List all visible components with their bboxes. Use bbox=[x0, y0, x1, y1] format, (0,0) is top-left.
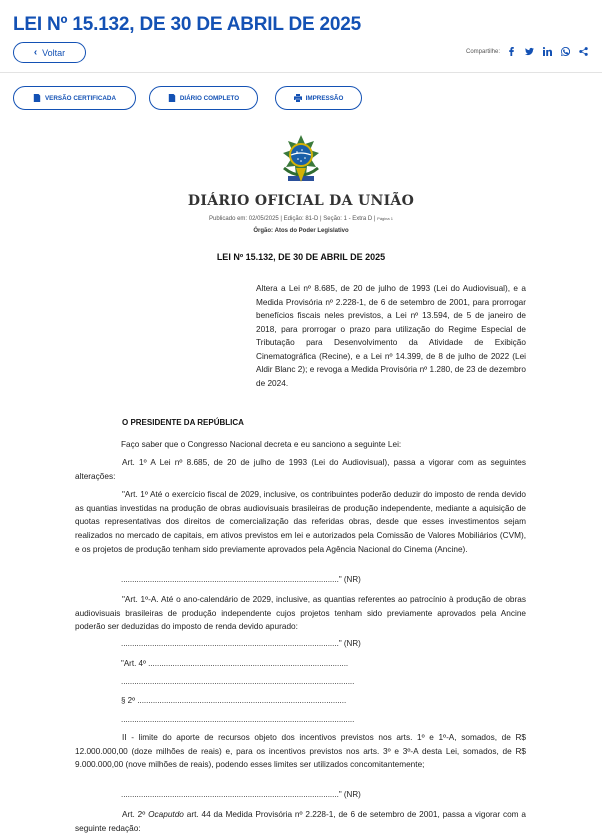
back-label: Voltar bbox=[42, 47, 66, 58]
dots-line-b: ......................................................................................................... bbox=[121, 715, 355, 724]
article-1-text: "Art. 1º Até o exercício fiscal de 2029, inclusive, os contribuintes poderão deduzir do imposto de renda devido as quantias investidas na produção de obras audiovisuais brasileiras de produção independente, mediante a aquisição de quotas representativas dos direitos de comercialização das referidas obras, desde que esses investimentos sejam realizados no mercado de capitais, em ativos previstos em lei e autorizados pela Comissão de Valores Mobiliários (CVM), e os projetos de produção tenham sido previamente aprovados pela Agência Nacional do Cinema (Ancine). bbox=[75, 490, 526, 554]
versao-certificada-label: VERSÃO CERTIFICADA bbox=[44, 94, 117, 102]
article-4-line: "Art. 4º .......................................................................................... bbox=[121, 659, 349, 668]
whatsapp-icon[interactable] bbox=[561, 47, 570, 56]
certificate-icon bbox=[33, 94, 41, 102]
printer-icon bbox=[294, 94, 302, 102]
share-bar bbox=[466, 47, 588, 56]
share-icon[interactable] bbox=[579, 47, 588, 56]
newspaper-icon bbox=[168, 94, 176, 102]
orgao-label: Órgão: bbox=[253, 228, 273, 234]
brasao-emblem bbox=[276, 134, 326, 186]
president-heading: O PRESIDENTE DA REPÚBLICA bbox=[122, 418, 244, 427]
orgao-value: Atos do Poder Legislativo bbox=[274, 228, 349, 234]
share-label: Compartilhe: bbox=[465, 48, 500, 55]
impressao-label: IMPRESSÃO bbox=[305, 94, 344, 102]
nr-line-1: .................................................................................................." (NR) bbox=[121, 575, 361, 584]
article-2-caput: Ocaputdo bbox=[148, 810, 184, 819]
versao-certificada-button[interactable] bbox=[13, 86, 136, 110]
nr-line-2: .................................................................................................." (NR) bbox=[121, 639, 361, 648]
article-2 bbox=[75, 808, 526, 835]
law-heading: LEI Nº 15.132, DE 30 DE ABRIL DE 2025 bbox=[216, 252, 386, 262]
law-ementa: Altera a Lei nº 8.685, de 20 de julho de 1993 (Lei do Audiovisual), e a Medida Provisória nº 2.228-1, de 6 de setembro de 2001, para prorrogar benefícios fiscais neles previstos, a Lei nº 13.594, de 5 de janeiro de 2018, para prorrogar o prazo para utilização do Regime Especial de Tributação para Desenvolvimento da Atividade de Exibição Cinematográfica (Recine), e a Lei nº 14.399, de 8 de julho de 2022 (Lei Aldir Blanc 2); e revoga a Medida Provisória nº 1.280, de 23 de dezembro de 2024. bbox=[256, 284, 526, 388]
nr-line-3: .................................................................................................." (NR) bbox=[121, 790, 361, 799]
linkedin-icon[interactable] bbox=[543, 47, 552, 56]
twitter-icon[interactable] bbox=[525, 47, 534, 56]
law-intro: Faço saber que o Congresso Nacional decreta e eu sanciono a seguinte Lei: bbox=[121, 440, 402, 449]
dou-header: DIÁRIO OFICIAL DA UNIÃO bbox=[187, 193, 415, 209]
impressao-button[interactable] bbox=[275, 86, 362, 110]
publication-details: Publicado em: 02/05/2025 | Edição: 81-D | Seção: 1 - Extra D | bbox=[209, 216, 376, 222]
orgao bbox=[0, 228, 602, 234]
publication-info bbox=[0, 216, 602, 222]
page-title: LEI Nº 15.132, DE 30 DE ABRIL DE 2025 bbox=[13, 14, 362, 35]
article-2-rest: art. 44 da Medida Provisória nº 2.228-1, de 6 de setembro de 2001, passa a vigorar com a seguinte redação: bbox=[75, 810, 526, 833]
chevron-left-icon: ‹ bbox=[33, 47, 38, 58]
diario-completo-button[interactable] bbox=[149, 86, 258, 110]
article-1: Art. 1º A Lei nº 8.685, de 20 de julho de 1993 (Lei do Audiovisual), passa a vigorar com as seguintes alterações: bbox=[75, 458, 526, 481]
article-2-prefix: Art. 2º bbox=[122, 810, 149, 819]
header-divider bbox=[0, 72, 602, 73]
publication-page: Página 1 bbox=[377, 216, 393, 221]
item-ii: II - limite do aporte de recursos objeto dos incentivos previstos nos arts. 1º e 1º-A, somados, de R$ 12.000.000,00 (doze milhões de reais) e, para os incentivos previstos nos arts. 3º e 3º-A desta Lei, somados, de R$ 9.000.000,00 (nove milhões de reais), podendo esses limites ser utilizados concomitantemente; bbox=[75, 733, 526, 770]
facebook-icon[interactable] bbox=[507, 47, 516, 56]
article-1a-text: "Art. 1º-A. Até o ano-calendário de 2029, inclusive, as quantias referentes ao patrocínio à produção de obras audiovisuais brasileiras de produção independente cujos projetos tenham sido previamente aprovados pela Ancine poderão ser deduzidas do imposto de renda devido apurado: bbox=[75, 595, 526, 632]
back-button[interactable] bbox=[13, 42, 86, 63]
dots-line-a: ......................................................................................................... bbox=[121, 677, 355, 686]
diario-completo-label: DIÁRIO COMPLETO bbox=[179, 94, 240, 102]
paragraph-2-line: § 2º .............................................................................................. bbox=[121, 696, 347, 705]
